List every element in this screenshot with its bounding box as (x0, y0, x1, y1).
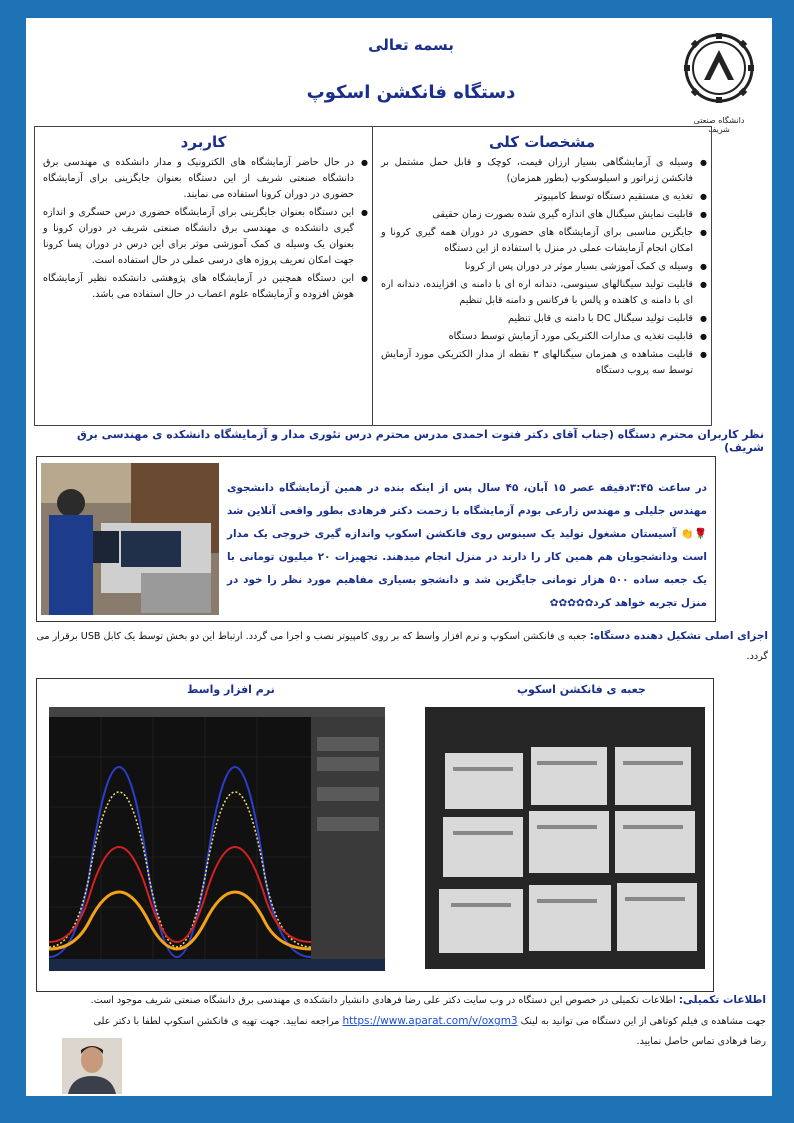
usage-list (35, 155, 372, 303)
usage-title: کاربرد (180, 133, 227, 151)
aparat-video-link[interactable]: https://www.aparat.com/v/oxgm3 (342, 1015, 518, 1027)
list-item: ● قابلیت نمایش سیگنال های اندازه گیری شده بصورت زمان حقیقی (381, 207, 693, 223)
opinion-title: نظر کاربران محترم دستگاه (جناب آقای دکتر فتوت احمدی مدرس محترم درس تئوری مدار و آزمایشگاه دانشکده ی مهندسی برق شریف) (76, 428, 764, 454)
parts-label: اجزای اصلی تشکیل دهنده دستگاه: (589, 630, 768, 642)
general-specs-title: مشخصات کلی (488, 133, 596, 151)
function-scope-boxes-photo (425, 707, 705, 969)
list-item: ● این دستگاه بعنوان جایگزینی برای آزمایشگاه حضوری درس حسگری و اندازه گیری دانشکده ی مهندسی برق دانشگاه صنعتی شریف در دوران کرونا و بعنوان یک وسیله ی کمک آموزشی موثر برای این درس در دوران پسا کرونا جهت امکان تعریف پروژه های درسی عملی در حال استفاده است. (43, 205, 354, 269)
author-portrait (62, 1038, 122, 1094)
software-caption: نرم افزار واسط (187, 683, 275, 696)
opinion-box (36, 456, 716, 622)
list-item: ● این دستگاه همچنین در آزمایشگاه های پژوهشی دانشکده نظیر آزمایشگاه هوش افزوده و آزمایشگاه علوم اعصاب در حال استفاده می باشد. (43, 271, 354, 303)
list-item: ● جایگزین مناسبی برای آزمایشگاه های حضوری در دوران همه گیری کرونا و امکان انجام آزمایشات عملی در منزل با استفاده از این دستگاه (381, 225, 693, 257)
more-info-paragraph (86, 990, 766, 1052)
list-item: ● در حال حاضر آزمایشگاه های الکترونیک و مدار دانشکده ی مهندسی برق دانشگاه صنعتی شریف از این دستگاه بعنوان جایگزینی برای آزمایشگاه حضوری در دوران کرونا استفاده می نمایند. (43, 155, 354, 203)
parts-paragraph (34, 626, 768, 667)
poster-page (26, 18, 772, 1096)
list-item: ● وسیله ی آزمایشگاهی بسیار ارزان قیمت، کوچک و قابل حمل مشتمل بر فانکشن ژنراتور و اسیلوسکوپ (بطور همزمان) (381, 155, 693, 187)
usage-column (35, 127, 372, 425)
box-caption: جعبه ی فانکشن اسکوپ (517, 683, 646, 696)
general-specs-list (373, 155, 711, 379)
list-item: ● قابلیت تغذیه ی مدارات الکتریکی مورد آزمایش توسط دستگاه (381, 329, 693, 345)
page-title: دستگاه فانکشن اسکوپ (306, 82, 516, 103)
series-heading: بسمه تعالی (368, 36, 454, 54)
list-item: ● قابلیت مشاهده ی همزمان سیگنالهای ۳ نقطه از مدار الکتریکی مورد آزمایش توسط سه پروب دستگاه (381, 347, 693, 379)
specs-box (34, 126, 712, 426)
more-info-text-1: اطلاعات تکمیلی در خصوص این دستگاه در وب سایت دکتر علی رضا فرهادی دانشیار دانشکده ی مهندسی برق دانشگاه صنعتی شریف موجود است. جهت مشاهده ی فیلم کوتاهی از این دستگاه می توانید به لینک (90, 995, 766, 1027)
more-info-label: اطلاعات تکمیلی: (678, 994, 766, 1006)
software-screenshot (49, 707, 385, 971)
more-info-text-2: مراجعه نمایید. جهت تهیه ی فانکشن اسکوپ لطفا با دکتر علی رضا فرهادی تماس حاصل نمایید. (93, 1016, 766, 1047)
general-specs-column (372, 127, 711, 425)
list-item: ● قابلیت تولید سیگنال DC با دامنه ی قابل تنظیم (381, 311, 693, 327)
figures-box (36, 678, 714, 992)
list-item: ● تغذیه ی مستقیم دستگاه توسط کامپیوتر (381, 189, 693, 205)
list-item: ● وسیله ی کمک آموزشی بسیار موثر در دوران پس از کرونا (381, 259, 693, 275)
list-item: ● قابلیت تولید سیگنالهای سینوسی، دندانه اره ای با دامنه ی افزاینده، دندانه اره ای با دامنه ی کاهنده و پالس با فرکانس و دامنه قابل تنظیم (381, 277, 693, 309)
lab-photo (41, 463, 219, 615)
parts-text: جعبه ی فانکشن اسکوپ و نرم افزار واسط که بر روی کامپیوتر نصب و اجرا می گردد. ارتباط این دو بخش توسط یک کابل USB برقرار می گردد. (36, 631, 768, 662)
logo-text: دانشگاه صنعتی شریف (693, 116, 745, 134)
opinion-text: در ساعت ۳:۴۵دقیقه عصر ۱۵ آبان، ۴۵ سال پس از اینکه بنده در همین آزمایشگاه دانشجوی مهندس جلیلی و مهندس زارعی بودم آزمایشگاه با زحمت دکتر فرهادی بطور واقعی آنلاین شد 🌹👏 آسیستان مشغول تولید یک سینوس روی فانکشن اسکوپ واندازه گیری خروجی یک مدار است ودانشجویان هم همین کار را دارند در منزل انجام میدهند. تجهیزات ۲۰ میلیون تومانی با یک جعبه ساده ۵۰۰ هزار تومانی جایگزین شد و دانشجو بسیاری مفاهیم مورد نظر را خود در منزل تجربه خواهد کرد✿✿✿✿✿ (227, 482, 707, 609)
